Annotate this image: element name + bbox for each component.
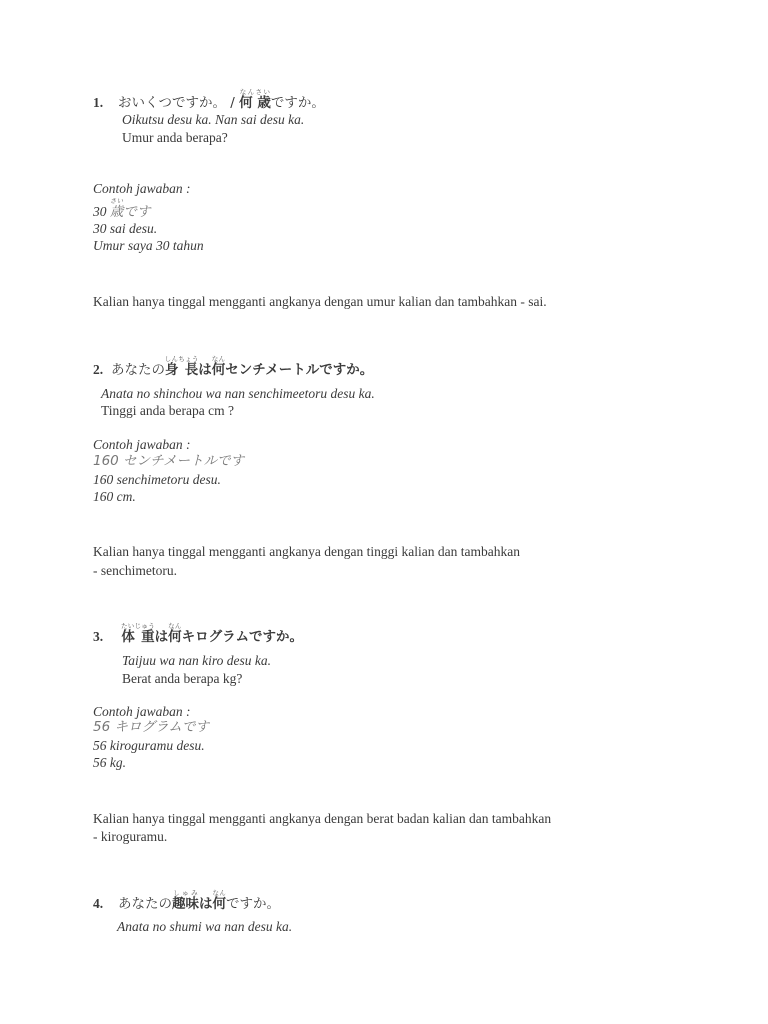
q1-example-kanji: 歳	[109, 204, 124, 220]
q3-example-title: Contoh jawaban :	[93, 704, 191, 719]
q3-ruby-word-2	[168, 622, 182, 645]
q4-jp-part-b: ですか。	[226, 896, 280, 912]
q2-example-translation: 160 cm.	[93, 489, 136, 504]
q2-number: 2.	[93, 362, 104, 377]
q1-example-ruby: さい	[109, 197, 124, 205]
q2-jp-part-a: あなたの	[111, 362, 165, 378]
q2-ruby-1: しんちょう	[164, 355, 199, 363]
q2-translation: Tinggi anda berapa cm ?	[101, 403, 234, 418]
q3-kanji-1: 体	[121, 629, 136, 645]
q1-example-jp	[93, 197, 150, 220]
q2-example-title: Contoh jawaban :	[93, 437, 191, 452]
q3-translation: Berat anda berapa kg?	[122, 671, 243, 686]
q3-note-line-2: - kiroguramu.	[93, 829, 168, 844]
q3-note-line-1: Kalian hanya tinggal mengganti angkanya dengan berat badan kalian dan tambahkan	[93, 811, 552, 826]
q3-ruby-1: たいじゅう	[121, 622, 155, 630]
q3-example-romaji: 56 kiroguramu desu.	[93, 738, 205, 753]
q4-ruby-word-1	[172, 889, 199, 912]
q1-kanji-2: 歳	[257, 95, 271, 111]
q1-heading	[93, 88, 325, 111]
q1-ruby-word	[239, 88, 271, 111]
q4-kanji-2: 何	[212, 896, 227, 912]
q2-ruby-word-1	[164, 355, 199, 378]
q1-example-title: Contoh jawaban :	[93, 181, 191, 196]
q4-ruby-2: なん	[212, 889, 227, 897]
q3-kanji-3: 何	[168, 629, 182, 645]
q4-number: 4.	[93, 896, 104, 911]
q2-ruby-word-2	[211, 355, 226, 378]
q1-note: Kalian hanya tinggal mengganti angkanya dengan umur kalian dan tambahkan - sai.	[93, 294, 547, 309]
q4-heading	[93, 889, 280, 912]
q2-jp-mid: は	[198, 362, 212, 378]
q1-example-ruby-word	[109, 197, 124, 220]
q3-ruby-2: なん	[168, 622, 182, 630]
q3-heading	[93, 622, 303, 645]
q2-example-jp: 160 センチメートルです	[93, 453, 245, 469]
q4-ruby-word-2	[212, 889, 227, 912]
q1-kanji-1: 何	[239, 95, 253, 111]
q1-example-translation: Umur saya 30 tahun	[93, 238, 204, 253]
q2-romaji: Anata no shinchou wa nan senchimeetoru desu ka.	[101, 386, 375, 401]
q3-kanji-2: 重	[141, 629, 155, 645]
q4-jp-part-a: あなたの	[118, 896, 172, 912]
q1-number: 1.	[93, 95, 104, 110]
q2-example-romaji: 160 senchimetoru desu.	[93, 472, 221, 487]
q2-heading	[93, 355, 373, 378]
q2-jp-part-b: センチメートルですか。	[225, 362, 374, 378]
q4-jp-mid: は	[199, 896, 213, 912]
q1-example-romaji: 30 sai desu.	[93, 221, 158, 236]
q1-example-kana: です	[123, 204, 151, 220]
q3-ruby-word-1	[121, 622, 155, 645]
q3-number: 3.	[93, 629, 104, 644]
q3-jp-mid: は	[154, 629, 169, 645]
q2-kanji-1: 身	[164, 362, 180, 378]
q2-ruby-2: なん	[211, 355, 226, 363]
q1-translation: Umur anda berapa?	[122, 130, 228, 145]
q3-romaji: Taijuu wa nan kiro desu ka.	[122, 653, 272, 668]
q2-kanji-3: 何	[211, 362, 226, 378]
q3-jp-part-b: キログラムですか。	[181, 629, 303, 645]
q4-romaji: Anata no shumi wa nan desu ka.	[117, 919, 293, 934]
q3-example-jp: 56 キログラムです	[93, 719, 209, 735]
q1-jp-part-b: ですか。	[270, 95, 325, 111]
q2-kanji-2: 長	[184, 362, 199, 378]
q1-jp-part-a: おいくつですか。 /	[118, 95, 240, 111]
q1-example-number: 30	[93, 204, 110, 219]
q4-kanji-1: 趣味	[172, 896, 199, 912]
q2-note-line-1: Kalian hanya tinggal mengganti angkanya dengan tinggi kalian dan tambahkan	[93, 544, 520, 559]
q4-ruby-1: しゅみ	[172, 889, 199, 897]
q1-ruby: なんさい	[239, 88, 271, 96]
q3-example-translation: 56 kg.	[93, 755, 126, 770]
q2-note-line-2: - senchimetoru.	[93, 563, 177, 578]
q1-romaji: Oikutsu desu ka. Nan sai desu ka.	[122, 112, 305, 127]
